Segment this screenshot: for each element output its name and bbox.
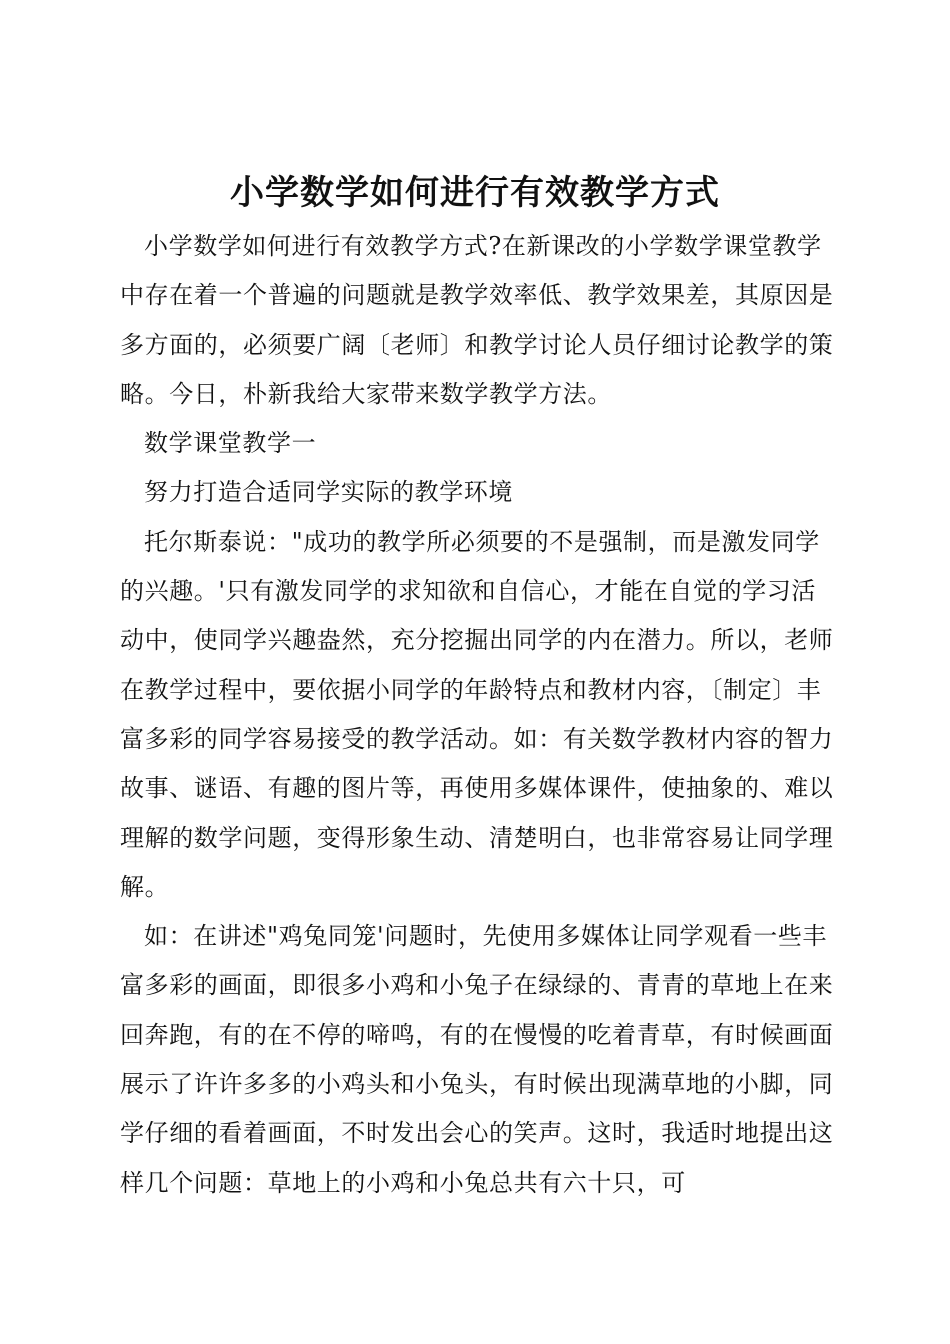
- paragraph-tolstoy-quote: 托尔斯泰说："成功的教学所必须要的不是强制，而是激发同学的兴趣。'只有激发同学的求知欲和自信心，才能在自觉的学习活动中，使同学兴趣盎然，充分挖掘出同学的内在潜力。所以，老师在教学过程中，要依据小同学的年龄特点和教材内容，〔制定〕丰富多彩的同学容易接受的教学活动。如：有关数学教材内容的智力故事、谜语、有趣的图片等，再使用多媒体课件，使抽象的、难以理解的数学问题，变得形象生动、清楚明白，也非常容易让同学理解。: [120, 527, 834, 901]
- document-title: 小学数学如何进行有效教学方式: [230, 172, 720, 213]
- paragraph-example: 如：在讲述"鸡兔同笼'问题时，先使用多媒体让同学观看一些丰富多彩的画面，即很多小鸡和小兔子在绿绿的、青青的草地上在来回奔跑，有的在不停的啼鸣，有的在慢慢的吃着青草，有时候画面展示了许许多多的小鸡头和小兔头，有时候出现满草地的小脚，同学仔细的看着画面，不时发出会心的笑声。这时，我适时地提出这样几个问题：草地上的小鸡和小兔总共有六十只，可: [120, 922, 834, 1197]
- document-body: [120, 222, 840, 1208]
- paragraph-intro: 小学数学如何进行有效教学方式?在新课改的小学数学课堂教学中存在着一个普遍的问题就是教学效率低、教学效果差，其原因是多方面的，必须要广阔〔老师〕和教学讨论人员仔细讨论教学的策略。今日，朴新我给大家带来数学教学方法。: [120, 232, 834, 408]
- section-heading: 数学课堂教学一: [144, 429, 317, 458]
- section-subheading: 努力打造合适同学实际的教学环境: [144, 478, 513, 507]
